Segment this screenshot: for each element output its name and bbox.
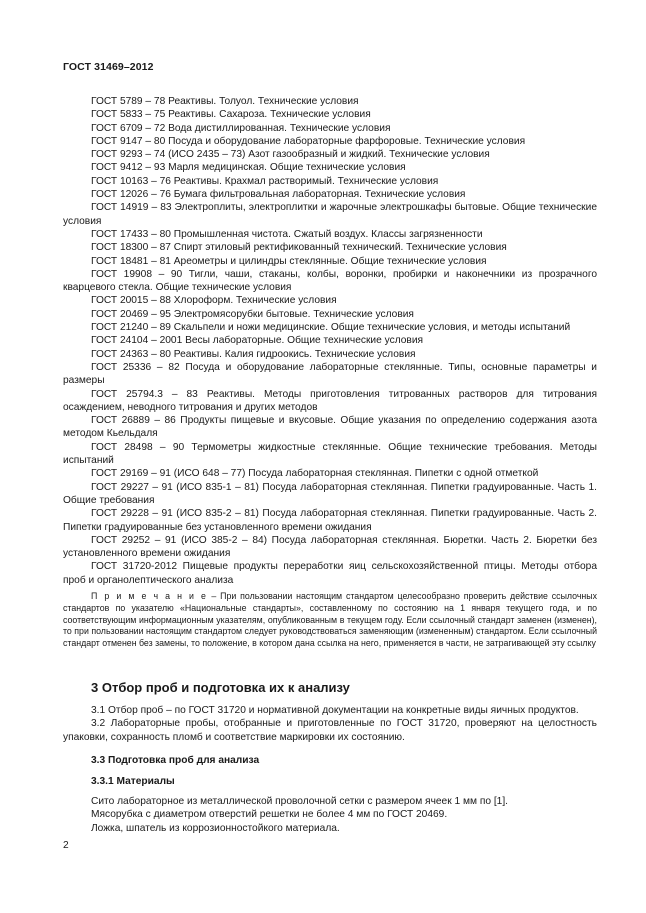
note-paragraph xyxy=(63,591,597,650)
clause-3-1: 3.1 Отбор проб – по ГОСТ 31720 и нормативной документации на конкретные виды яичных продуктов. xyxy=(91,705,579,716)
reference-item: ГОСТ 9147 – 80 Посуда и оборудование лабораторные фарфоровые. Технические условия xyxy=(91,135,526,147)
normative-references-list xyxy=(63,95,597,587)
reference-item: ГОСТ 12026 – 76 Бумага фильтровальная лабораторная. Технические условия xyxy=(91,189,466,201)
reference-item: ГОСТ 21240 – 89 Скальпели и ножи медицинские. Общие технические условия, и методы испытаний xyxy=(91,322,571,334)
reference-item: ГОСТ 19908 – 90 Тигли, чаши, стаканы, колбы, воронки, пробирки и наконечники из прозрачного кварцевого стекла. Общие технические условия xyxy=(63,268,597,294)
reference-item: ГОСТ 31720-2012 Пищевые продукты переработки яиц сельскохозяйственной птицы. Методы отбора проб и органолептического анализа xyxy=(63,561,597,586)
reference-item: ГОСТ 18481 – 81 Ареометры и цилиндры стеклянные. Общие технические условия xyxy=(91,255,487,267)
reference-item: ГОСТ 9293 – 74 (ИСО 2435 – 73) Азот газообразный и жидкий. Технические условия xyxy=(91,149,490,161)
reference-item: ГОСТ 26889 – 86 Продукты пищевые и вкусовые. Общие указания по определению содержания азота методом Кьельдаля xyxy=(63,415,597,440)
reference-item: ГОСТ 10163 – 76 Реактивы. Крахмал растворимый. Технические условия xyxy=(91,175,439,187)
reference-item: ГОСТ 28498 – 90 Термометры жидкостные стеклянные. Общие технические требования. Методы испытаний xyxy=(63,441,597,467)
subsection-heading-3-3: 3.3 Подготовка проб для анализа xyxy=(91,755,260,766)
reference-item: ГОСТ 25794.3 – 83 Реактивы. Методы приготовления титрованных растворов для титрования осаждением, неводного титрования и других методов xyxy=(63,388,597,413)
subsection-heading-3-3-1: 3.3.1 Материалы xyxy=(91,776,175,787)
reference-item: ГОСТ 29252 – 91 (ИСО 385-2 – 84) Посуда лабораторная стеклянная. Бюретки. Часть 2. Бюретки без установленного времени ожидания xyxy=(63,534,597,560)
reference-item: ГОСТ 24104 – 2001 Весы лабораторные. Общие технические условия xyxy=(91,335,424,347)
material-item: Мясорубка с диаметром отверстий решетки не более 4 мм по ГОСТ 20469. xyxy=(91,809,448,821)
section-title: 3 Отбор проб и подготовка их к анализу xyxy=(91,680,350,695)
note-text: – При пользовании настоящим стандартом целесообразно проверить действие ссылочных стандартов по указателю «Национальные стандарты», составленному по состоянию на 1 января текущего года, и по соответствующим информационным указателям, опубликованным в текущем году. Если ссылочный стандарт заменен (изменен), то при пользовании настоящим стандартом следует руководствоваться заменяющим (измененным) стандартом. Если ссылочный стандарт отменен без замены, то положение, в котором дана ссылка на него, применяется в части, не затрагивающей эту ссылку xyxy=(63,591,597,649)
reference-item: ГОСТ 6709 – 72 Вода дистиллированная. Технические условия xyxy=(91,122,391,134)
clause-3-2: 3.2 Лабораторные пробы, отобранные и приготовленные по ГОСТ 31720, проверяют на целостность упаковки, сохранность пломб и соответствие маркировки их состоянию. xyxy=(63,718,597,743)
reference-item: ГОСТ 25336 – 82 Посуда и оборудование лабораторные стеклянные. Типы, основные параметры и размеры xyxy=(63,361,597,387)
reference-item: ГОСТ 5833 – 75 Реактивы. Сахароза. Технические условия xyxy=(91,109,371,121)
reference-item: ГОСТ 24363 – 80 Реактивы. Калия гидроокись. Технические условия xyxy=(91,348,416,360)
reference-item: ГОСТ 29227 – 91 (ИСО 835-1 – 81) Посуда лабораторная стеклянная. Пипетки градуированные. Часть 1. Общие требования xyxy=(63,481,597,506)
reference-item: ГОСТ 20469 – 95 Электромясорубки бытовые. Технические условия xyxy=(91,308,414,320)
reference-item: ГОСТ 20015 – 88 Хлороформ. Технические условия xyxy=(91,295,337,307)
references-note xyxy=(63,591,597,650)
document-header: ГОСТ 31469–2012 xyxy=(63,61,154,73)
page-number: 2 xyxy=(63,840,69,851)
material-item: Сито лабораторное из металлической проволочной сетки с размером ячеек 1 мм по [1]. xyxy=(91,796,508,807)
reference-item: ГОСТ 14919 – 83 Электроплиты, электроплитки и жарочные электрошкафы бытовые. Общие технические условия xyxy=(63,202,597,227)
reference-item: ГОСТ 9412 – 93 Марля медицинская. Общие технические условия xyxy=(91,162,406,174)
reference-item: ГОСТ 29169 – 91 (ИСО 648 – 77) Посуда лабораторная стеклянная. Пипетки с одной отметкой xyxy=(91,468,539,480)
reference-item: ГОСТ 17433 – 80 Промышленная чистота. Сжатый воздух. Классы загрязненности xyxy=(91,228,483,240)
materials-list xyxy=(63,795,597,835)
reference-item: ГОСТ 29228 – 91 (ИСО 835-2 – 81) Посуда лабораторная стеклянная. Пипетки градуированные. Часть 2. Пипетки градуированные без установленного времени ожидания xyxy=(63,508,597,533)
section-body xyxy=(63,704,597,744)
note-lead: П р и м е ч а н и е xyxy=(91,591,208,601)
reference-item: ГОСТ 5789 – 78 Реактивы. Толуол. Технические условия xyxy=(91,96,359,107)
material-item: Ложка, шпатель из коррозионностойкого материала. xyxy=(91,822,340,834)
reference-item: ГОСТ 18300 – 87 Спирт этиловый ректификованный технический. Технические условия xyxy=(91,242,507,254)
